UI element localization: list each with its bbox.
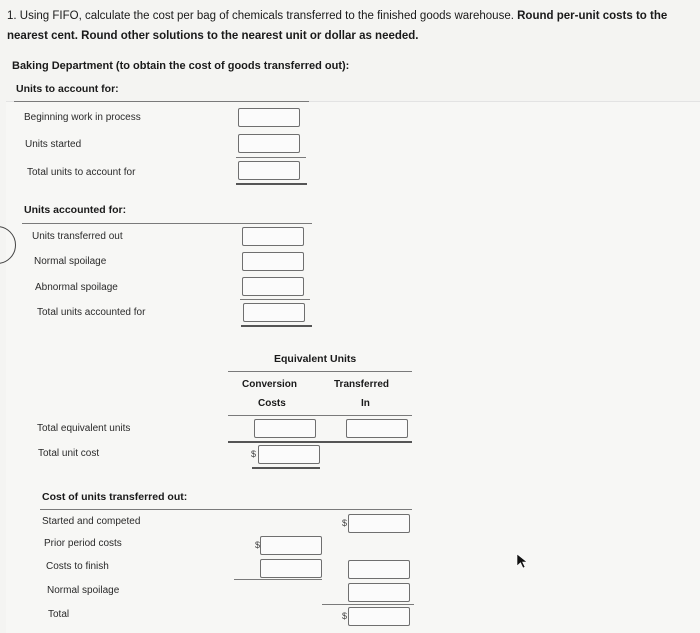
cost-transferred-header: Cost of units transferred out: — [42, 491, 188, 503]
units-to-account-header: Units to account for: — [16, 83, 119, 95]
total-units-to-account-input[interactable] — [238, 161, 300, 180]
row-label: Started and competed — [42, 516, 141, 527]
row-label: Total units accounted for — [37, 307, 146, 318]
row-label: Beginning work in process — [24, 112, 141, 123]
row-label: Total equivalent units — [37, 423, 131, 434]
divider — [40, 509, 412, 510]
col-transferred-in-line2: In — [361, 398, 370, 409]
question-text — [7, 6, 695, 46]
divider — [234, 579, 322, 580]
currency-symbol: $ — [342, 518, 348, 528]
divider — [236, 157, 306, 158]
units-accounted-header: Units accounted for: — [24, 204, 127, 216]
double-underline — [236, 183, 307, 185]
total-units-accounted-input[interactable] — [243, 303, 305, 322]
question-instruction: Using FIFO, calculate the cost per bag of chemicals transferred to the finished goods warehouse. — [19, 10, 514, 22]
beginning-wip-input[interactable] — [238, 108, 300, 127]
divider — [22, 223, 312, 224]
row-label: Abnormal spoilage — [35, 282, 118, 293]
row-label: Units transferred out — [32, 231, 123, 242]
divider — [322, 604, 414, 605]
row-label: Total units to account for — [27, 167, 136, 178]
mouse-cursor-icon — [516, 553, 530, 569]
divider — [240, 299, 310, 300]
row-label: Normal spoilage — [47, 585, 120, 596]
question-rounding-note: Round per-unit costs to the nearest cent. Round other solutions to the nearest unit or dollar as needed. — [7, 10, 668, 42]
double-underline — [228, 441, 412, 443]
currency-symbol: $ — [251, 449, 257, 459]
units-transferred-out-input[interactable] — [242, 227, 304, 246]
row-label: Costs to finish — [46, 561, 109, 572]
row-label: Normal spoilage — [34, 256, 107, 267]
eq-units-transferred-in-input[interactable] — [346, 419, 408, 438]
col-transferred-in-line1: Transferred — [334, 379, 390, 390]
col-conversion-costs-line2: Costs — [258, 398, 286, 409]
abnormal-spoilage-units-input[interactable] — [242, 277, 304, 296]
form-panel — [6, 101, 700, 633]
total-cost-transferred-input[interactable] — [348, 607, 410, 626]
normal-spoilage-units-input[interactable] — [242, 252, 304, 271]
currency-symbol: $ — [342, 611, 348, 621]
section-title: Baking Department (to obtain the cost of goods transferred out): — [12, 60, 350, 72]
prior-period-cost-input[interactable] — [260, 536, 322, 555]
divider — [228, 371, 412, 372]
row-label: Total — [48, 609, 70, 620]
row-label: Prior period costs — [44, 538, 122, 549]
units-started-input[interactable] — [238, 134, 300, 153]
prior-plus-finish-total-input[interactable] — [348, 560, 410, 579]
unit-cost-conversion-input[interactable] — [258, 445, 320, 464]
equivalent-units-title: Equivalent Units — [274, 353, 357, 365]
double-underline — [252, 467, 320, 469]
double-underline — [241, 325, 312, 327]
divider — [14, 101, 309, 102]
row-label: Units started — [25, 139, 82, 150]
divider — [228, 415, 412, 416]
started-completed-cost-input[interactable] — [348, 514, 410, 533]
question-number: 1. — [7, 10, 17, 22]
currency-symbol: $ — [255, 540, 261, 550]
normal-spoilage-cost-input[interactable] — [348, 583, 410, 602]
eq-units-conversion-input[interactable] — [254, 419, 316, 438]
costs-to-finish-input[interactable] — [260, 559, 322, 578]
col-conversion-costs-line1: Conversion — [242, 379, 298, 390]
row-label: Total unit cost — [38, 448, 100, 459]
